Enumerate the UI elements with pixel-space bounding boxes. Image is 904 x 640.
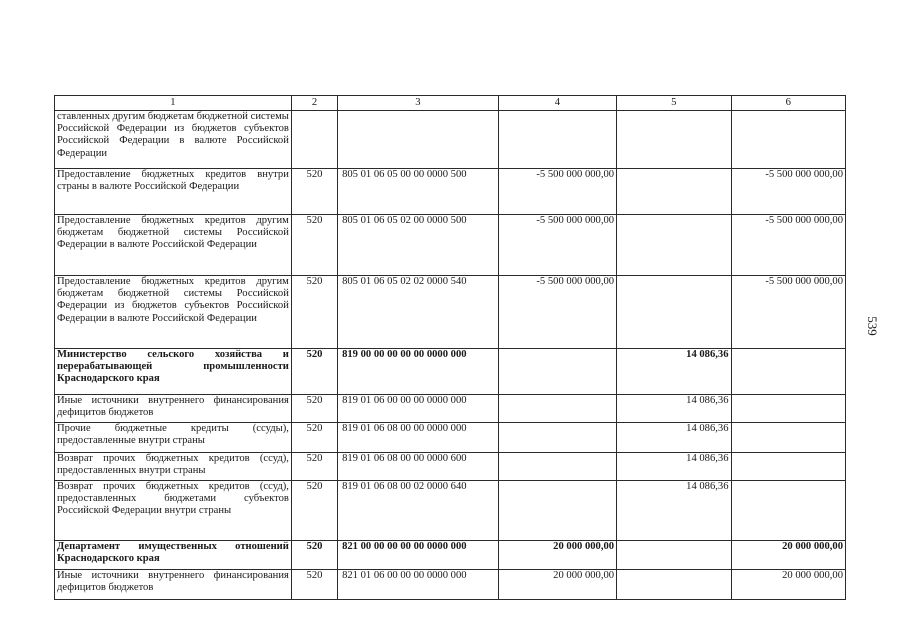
row-value-col5-cell bbox=[617, 541, 731, 570]
row-value-col5-cell bbox=[617, 111, 731, 169]
row-budget-code-cell: 805 01 06 05 02 00 0000 500 bbox=[338, 215, 499, 276]
row-admin-code-cell: 520 bbox=[291, 541, 337, 570]
header-col-2: 2 bbox=[291, 96, 337, 111]
table-body bbox=[55, 111, 846, 600]
row-budget-code-cell: 821 00 00 00 00 00 0000 000 bbox=[338, 541, 499, 570]
table-row bbox=[55, 481, 846, 541]
row-value-col4-cell bbox=[498, 111, 616, 169]
row-value-col6-cell: -5 500 000 000,00 bbox=[731, 169, 845, 215]
row-value-col5-cell bbox=[617, 169, 731, 215]
row-value-col4-cell bbox=[498, 349, 616, 395]
row-admin-code-cell: 520 bbox=[291, 169, 337, 215]
row-name-cell: Иные источники внутреннего финансирования дефицитов бюджетов bbox=[55, 395, 292, 423]
row-value-col4-cell: -5 500 000 000,00 bbox=[498, 276, 616, 349]
row-value-col5-cell: 14 086,36 bbox=[617, 395, 731, 423]
row-value-col6-cell: 20 000 000,00 bbox=[731, 570, 845, 600]
row-value-col6-cell bbox=[731, 423, 845, 453]
row-name-cell: Возврат прочих бюджетных кредитов (ссуд), предоставленных внутри страны bbox=[55, 453, 292, 481]
row-value-col4-cell: 20 000 000,00 bbox=[498, 541, 616, 570]
table-row bbox=[55, 215, 846, 276]
row-value-col6-cell bbox=[731, 481, 845, 541]
row-budget-code-cell: 819 01 06 00 00 00 0000 000 bbox=[338, 395, 499, 423]
row-value-col5-cell: 14 086,36 bbox=[617, 423, 731, 453]
row-value-col4-cell: -5 500 000 000,00 bbox=[498, 215, 616, 276]
row-budget-code-cell: 805 01 06 05 02 02 0000 540 bbox=[338, 276, 499, 349]
row-value-col5-cell: 14 086,36 bbox=[617, 481, 731, 541]
row-admin-code-cell: 520 bbox=[291, 215, 337, 276]
row-admin-code-cell: 520 bbox=[291, 423, 337, 453]
table-header-row bbox=[55, 96, 846, 111]
header-col-3: 3 bbox=[338, 96, 499, 111]
row-name-cell: Предоставление бюджетных кредитов другим бюджетам бюджетной системы Российской Федерации в валюте Российской Федерации bbox=[55, 215, 292, 276]
table-row bbox=[55, 541, 846, 570]
row-admin-code-cell: 520 bbox=[291, 276, 337, 349]
table-row bbox=[55, 423, 846, 453]
table-row bbox=[55, 570, 846, 600]
row-budget-code-cell: 819 01 06 08 00 00 0000 000 bbox=[338, 423, 499, 453]
header-col-4: 4 bbox=[498, 96, 616, 111]
table-row bbox=[55, 276, 846, 349]
header-col-1: 1 bbox=[55, 96, 292, 111]
row-value-col5-cell bbox=[617, 570, 731, 600]
row-value-col5-cell: 14 086,36 bbox=[617, 453, 731, 481]
table-row bbox=[55, 395, 846, 423]
header-col-6: 6 bbox=[731, 96, 845, 111]
row-value-col4-cell bbox=[498, 481, 616, 541]
row-admin-code-cell bbox=[291, 111, 337, 169]
row-budget-code-cell: 805 01 06 05 00 00 0000 500 bbox=[338, 169, 499, 215]
row-value-col5-cell: 14 086,36 bbox=[617, 349, 731, 395]
table-row bbox=[55, 349, 846, 395]
row-name-cell: Департамент имущественных отношений Краснодарского края bbox=[55, 541, 292, 570]
row-value-col6-cell bbox=[731, 453, 845, 481]
row-budget-code-cell: 819 01 06 08 00 02 0000 640 bbox=[338, 481, 499, 541]
row-value-col4-cell bbox=[498, 395, 616, 423]
row-budget-code-cell bbox=[338, 111, 499, 169]
budget-sources-table bbox=[54, 95, 846, 600]
page-number: 539 bbox=[864, 316, 880, 336]
row-value-col4-cell bbox=[498, 453, 616, 481]
table-row bbox=[55, 453, 846, 481]
row-value-col5-cell bbox=[617, 276, 731, 349]
row-name-cell: Предоставление бюджетных кредитов внутри страны в валюте Российской Федерации bbox=[55, 169, 292, 215]
header-col-5: 5 bbox=[617, 96, 731, 111]
row-value-col4-cell bbox=[498, 423, 616, 453]
row-admin-code-cell: 520 bbox=[291, 349, 337, 395]
table-row bbox=[55, 111, 846, 169]
row-value-col6-cell bbox=[731, 349, 845, 395]
table-row bbox=[55, 169, 846, 215]
row-value-col6-cell: -5 500 000 000,00 bbox=[731, 276, 845, 349]
row-value-col4-cell: 20 000 000,00 bbox=[498, 570, 616, 600]
row-name-cell: Министерство сельского хозяйства и перерабатывающей промышленности Краснодарского края bbox=[55, 349, 292, 395]
row-admin-code-cell: 520 bbox=[291, 453, 337, 481]
row-name-cell: Предоставление бюджетных кредитов другим бюджетам бюджетной системы Российской Федерации из бюджетов субъектов Российской Федерации в валюте Российской Федерации bbox=[55, 276, 292, 349]
row-value-col5-cell bbox=[617, 215, 731, 276]
row-budget-code-cell: 819 00 00 00 00 00 0000 000 bbox=[338, 349, 499, 395]
row-admin-code-cell: 520 bbox=[291, 481, 337, 541]
row-value-col6-cell: -5 500 000 000,00 bbox=[731, 215, 845, 276]
row-value-col6-cell bbox=[731, 395, 845, 423]
row-name-cell: Иные источники внутреннего финансирования дефицитов бюджетов bbox=[55, 570, 292, 600]
row-name-cell: Возврат прочих бюджетных кредитов (ссуд), предоставленных бюджетами субъектов Российской Федерации внутри страны bbox=[55, 481, 292, 541]
row-value-col6-cell: 20 000 000,00 bbox=[731, 541, 845, 570]
row-admin-code-cell: 520 bbox=[291, 395, 337, 423]
row-name-cell: Прочие бюджетные кредиты (ссуды), предоставленные внутри страны bbox=[55, 423, 292, 453]
row-name-cell: ставленных другим бюджетам бюджетной системы Российской Федерации из бюджетов субъектов Российской Федерации в валюте Российской Федерации bbox=[55, 111, 292, 169]
row-value-col4-cell: -5 500 000 000,00 bbox=[498, 169, 616, 215]
row-admin-code-cell: 520 bbox=[291, 570, 337, 600]
row-budget-code-cell: 821 01 06 00 00 00 0000 000 bbox=[338, 570, 499, 600]
row-budget-code-cell: 819 01 06 08 00 00 0000 600 bbox=[338, 453, 499, 481]
row-value-col6-cell bbox=[731, 111, 845, 169]
